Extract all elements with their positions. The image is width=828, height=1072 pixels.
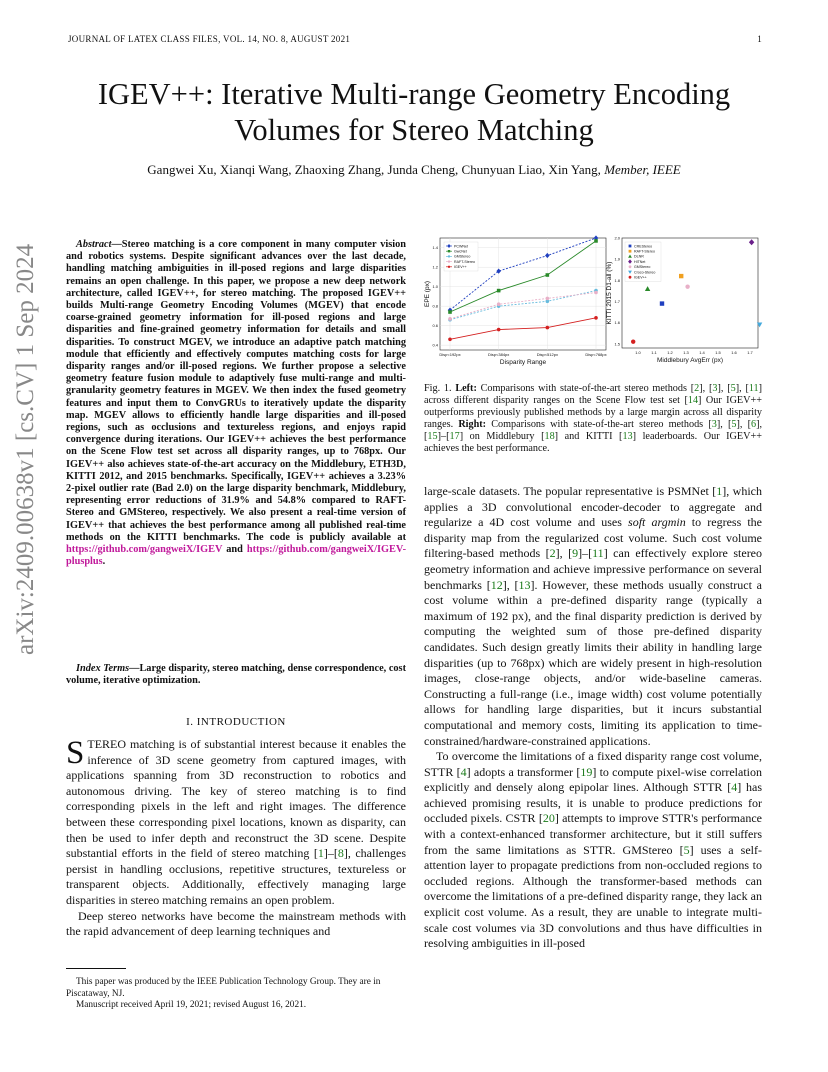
- y-tick-label: 1.8: [614, 277, 620, 283]
- abstract-end: .: [102, 556, 106, 568]
- body-text: large-scale datasets. The popular representative is PSMNet: [424, 484, 713, 498]
- legend-label: CREStereo: [634, 244, 653, 249]
- data-point: [448, 337, 452, 341]
- footnote-line-2: Manuscript received April 19, 2021; revised August 16, 2021.: [76, 1000, 307, 1010]
- code-link-igev[interactable]: https://github.com/gangweiX/IGEV: [66, 544, 223, 556]
- legend-marker: [629, 245, 632, 248]
- data-point: [497, 289, 501, 293]
- figure-caption: Fig. 1. Left: Comparisons with state-of-the-art stereo methods [ 2 ] , [ 3 ] , [ 5 ] , [ 11 ] across different disparity ranges on the Scene Flow test set [ 14 ] Our IGEV++ outperforms previously published methods by a large margin across all disparity ranges. Right: Comparisons with state-of-the-art stereo methods [ 3 ] , [ 5 ] , [ 6 ] , [ 15 ] –[ 17 ] on Middlebury [ 18 ] and KITTI [ 13 ] leaderboards. Our IGEV++ achieves the best performance.: [424, 383, 762, 455]
- data-point: [679, 274, 683, 278]
- data-point: [685, 284, 689, 288]
- y-tick-label: 1.9: [614, 256, 620, 262]
- citation-link[interactable]: [ 3 ]: [708, 419, 720, 430]
- y-tick-label: 0.8: [432, 303, 438, 309]
- abstract-label: Abstract: [76, 239, 112, 250]
- legend-marker: [629, 250, 632, 253]
- legend-label: Croco-Stereo: [634, 270, 656, 275]
- x-tick-label: Disp<768px: [585, 352, 607, 357]
- citation-link[interactable]: [ 17 ]: [446, 431, 463, 442]
- y-axis-label: KITTI 2015 D1-all (%): [606, 261, 613, 325]
- y-tick-label: 1.0: [432, 284, 438, 290]
- caption-text: leaderboards. Our IGEV++ achieves the best performance.: [424, 431, 762, 454]
- caption-text: Comparisons with state-of-the-art stereo methods: [486, 419, 709, 430]
- citation-link[interactable]: [ 8 ]: [334, 846, 348, 860]
- legend-label: GwcNet: [454, 249, 467, 254]
- body-text: To overcome the limitations of a fixed disparity range cost volume, STTR: [424, 749, 762, 779]
- x-axis-label: Disparity Range: [499, 359, 547, 366]
- abstract-text: —Stereo matching is a core component in many computer vision and robotics systems. Despite significant advances over the last decade, handling matching ambiguities in ill-posed regions and large disparities remains an open challenge. In this paper, we propose a new deep network architecture, called IGEV++, for stereo matching. The proposed IGEV++ builds Multi-range Geometry Encoding Volumes (MGEV) that encode coarse-grained geometry information for ill-posed regions and large disparities and fine-grained geometry information for details and small disparities. To construct MGEV, we introduce an adaptive patch matching module that efficiently and effectively computes matching costs for large disparity ranges and/or ill-posed regions. We further propose a selective geometry feature fusion module to adaptively fuse multi-range and multi-granularity geometry features in MGEV. We then index the fused geometry features and input them to ConvGRUs to iteratively update the disparity map. MGEV allows to efficiently handle large disparities and ill-posed regions, such as occlusions and textureless regions, and enjoys rapid convergence during iterations. Our IGEV++ achieves the best performance on the Scene Flow test set across all disparity ranges, up to 768px. Our IGEV++ also achieves state-of-the-art accuracy on the Middlebury, ETH3D, KITTI 2012, and 2015 benchmarks. Specifically, IGEV++ achieves a 3.23% 2-pixel outlier rate (Bad 2.0) on the large disparity benchmark, Middlebury, representing error reductions of 31.9% and 54.8% compared to RAFT-Stereo and GMStereo, respectively. We also present a real-time version of IGEV++ that achieves the best performance among all published real-time methods on the KITTI benchmarks. The code is publicly available at: [66, 239, 406, 543]
- abstract-and: and: [222, 544, 247, 556]
- legend-label: DLNR: [634, 254, 644, 259]
- y-tick-label: 1.2: [432, 264, 438, 270]
- data-point: [594, 291, 598, 295]
- x-axis-label: Middlebury AvgErr (px): [657, 357, 723, 364]
- fig-label: Fig. 1.: [424, 383, 452, 394]
- body-text: can effectively explore stereo geometry information and achieve impressive performance on several benchmarks: [424, 546, 763, 592]
- x-tick-label: 1.2: [667, 350, 673, 355]
- legend-label: IGEV++: [454, 265, 467, 270]
- citation-link[interactable]: [ 12 ]: [487, 578, 507, 592]
- legend-label: HITNet: [634, 259, 646, 264]
- scatter-chart-kitti-middlebury: [606, 236, 762, 365]
- x-tick-label: 1.1: [651, 350, 657, 355]
- code-link-igev-plusplus[interactable]: https://github.com/gangweiX/IGEV-plusplus: [66, 544, 406, 568]
- body-text: adopts a transformer: [470, 764, 577, 779]
- citation-link[interactable]: [ 4 ]: [727, 780, 741, 794]
- citation-link[interactable]: [ 19 ]: [576, 765, 596, 779]
- citation-link[interactable]: [ 5 ]: [727, 383, 739, 394]
- citation-link[interactable]: [ 18 ]: [541, 431, 558, 442]
- legend-label: IGEV++: [634, 275, 647, 280]
- page-number: 1: [757, 34, 762, 44]
- legend-label: PCWNet: [454, 244, 468, 249]
- right-column-text: large-scale datasets. The popular representative is PSMNet [ 1 ] , which applies a 3D convolutional encoder-decoder to aggregate and regularize a 4D cost volume and uses soft argmin to regress the disparity map from the regularized cost volume. Such cost volume filtering-based methods [ 2 ] , [ 9 ] –[ 11 ] can effectively explore stereo geometry information and achieve impressive performance on several benchmarks [ 12 ] , [ 13 ] . However, these methods usually construct a cost volume within a pre-defined disparity range (typically a maximum of 192 px), and the final disparity prediction is derived by computing the weighted sum of those pre-defined disparity candidates. Such design greatly limits their ability in handling large disparities (up to 768px) which are widely present in high-resolution images, close-range objects, and/or wide-baseline cameras. Constructing a full-range (i.e., image width) cost volume potentially allows for handling large disparities, but it incurs substantial computational and memory costs, limiting its application to time-constrained/hardware-constrained applications. To overcome the limitations of a fixed disparity range cost volume, STTR [ 4 ] adopts a transformer [ 19 ] to compute pixel-wise correlation explicitly and densely along epipolar lines. Although STTR [ 4 ] has achieved promising results, it is unable to produce predictions for occluded pixels. CSTR [ 20 ] attempts to improve STTR's performance with a context-enhanced transformer architecture, but it still suffers from the same limitations as STTR. GMStereo [ 5 ] uses a self-attention layer to propagate predictions from non-occluded regions to occluded regions. Although the transformer-based methods can overcome the limitations of a pre-defined disparity range, they lack an explicit cost volume. As a result, they are unable to integrate multi-scale cost volumes via 3D convolutions and thus have difficulties in resolving ambiguities in ill-posed: [424, 484, 762, 952]
- data-point: [594, 316, 598, 320]
- journal-header: JOURNAL OF LATEX CLASS FILES, VOL. 14, NO. 8, AUGUST 2021: [68, 34, 351, 44]
- y-axis-label: EPE (px): [424, 280, 431, 308]
- caption-text: and KITTI: [558, 431, 620, 442]
- citation-link[interactable]: [ 11 ]: [745, 383, 762, 394]
- legend-marker: [629, 276, 632, 279]
- x-tick-label: 1.4: [699, 350, 705, 355]
- legend-marker: [448, 250, 450, 252]
- legend-label: GMStereo: [454, 254, 471, 259]
- caption-text: across different disparity ranges on the Scene Flow test set: [424, 395, 685, 406]
- index-terms: [66, 663, 406, 687]
- x-tick-label: 1.6: [731, 350, 737, 355]
- citation-link[interactable]: [ 2 ]: [546, 546, 560, 560]
- title-line-1: IGEV++: Iterative Multi-range Geometry Encoding: [97, 77, 731, 111]
- footnote: [66, 977, 406, 1012]
- drop-cap: S: [66, 735, 85, 771]
- section-heading: I. INTRODUCTION: [186, 716, 286, 728]
- line-chart-epe: [424, 235, 607, 366]
- citation-link[interactable]: [ 14 ]: [684, 395, 701, 406]
- authors-member: Member, IEEE: [604, 162, 681, 177]
- author-list: [60, 162, 768, 178]
- arxiv-stamp-text: arXiv:2409.00638v1 [cs.CV] 1 Sep 2024: [12, 243, 39, 655]
- body-text: , which applies a 3D convolutional encoder-decoder to aggregate and regularize a 4D cost volume and uses: [424, 484, 763, 530]
- body-text: to regress the disparity map from the regularized cost volume. Such cost volume filtering-based methods: [424, 515, 763, 561]
- legend-label: GMStereo: [634, 265, 651, 270]
- caption-left-label: Left:: [455, 383, 477, 394]
- index-terms-text: —Large disparity, stereo matching, dense correspondence, cost volume, iterative optimization.: [66, 663, 406, 687]
- citation-link[interactable]: [ 20 ]: [539, 811, 559, 825]
- x-tick-label: 1.0: [635, 350, 641, 355]
- soft-argmin: soft argmin: [628, 515, 686, 530]
- y-tick-label: 0.4: [432, 342, 438, 348]
- citation-link[interactable]: [ 5 ]: [728, 419, 740, 430]
- intro-p1-start: TEREO matching is of substantial interest because it enables the inference of 3D scene geometry from captured images, with applications spanning from 3D reconstruction to robotics and autonomous driving. The key of stereo matching is to find corresponding pixels in the left and right images. The difference between these corresponding pixel locations, known as disparity, can then be used to infer depth and reconstruct the 3D scene. Despite substantial efforts in the field of stereo matching: [66, 737, 406, 861]
- running-header: [68, 34, 762, 44]
- y-tick-label: 1.5: [614, 341, 620, 347]
- x-tick-label: 1.5: [715, 350, 721, 355]
- body-text: to compute pixel-wise correlation explicitly and densely along epipolar lines. Although STTR: [424, 764, 762, 795]
- x-tick-label: Disp<192px: [439, 352, 461, 357]
- x-tick-label: Disp<384px: [488, 352, 510, 357]
- data-point: [546, 273, 550, 277]
- legend-marker: [448, 255, 450, 257]
- citation-link[interactable]: [ 15 ]: [424, 431, 441, 442]
- caption-right-label: Right:: [458, 419, 487, 430]
- data-point: [448, 317, 452, 321]
- citation-link[interactable]: [ 13 ]: [515, 578, 535, 592]
- data-point: [660, 301, 664, 305]
- citation-link[interactable]: [ 3 ]: [709, 383, 721, 394]
- body-text: attempts to improve STTR's performance with a context-enhanced transformer architecture, but it still suffers from the same limitations as STTR. GMStereo: [424, 811, 762, 857]
- data-point: [497, 328, 501, 332]
- data-point: [448, 310, 452, 314]
- x-tick-label: 1.7: [747, 350, 753, 355]
- y-tick-label: 1.4: [432, 245, 438, 251]
- citation-link[interactable]: [ 1 ]: [712, 484, 726, 498]
- y-tick-label: 1.6: [614, 320, 620, 326]
- title-line-2: Volumes for Stereo Matching: [234, 113, 594, 147]
- y-tick-label: 0.6: [432, 323, 438, 329]
- caption-text: Comparisons with state-of-the-art stereo methods: [476, 383, 691, 394]
- index-terms-label: Index Terms: [76, 663, 130, 674]
- authors-names: Gangwei Xu, Xianqi Wang, Zhaoxing Zhang, Junda Cheng, Chunyuan Liao, Xin Yang,: [147, 162, 601, 177]
- citation-link[interactable]: [ 1 ]: [314, 846, 328, 860]
- legend-label: RAFT-Stereo: [634, 249, 655, 254]
- citation-link[interactable]: [ 2 ]: [691, 383, 703, 394]
- citation-link[interactable]: [ 6 ]: [748, 419, 760, 430]
- citation-dash: –: [327, 846, 334, 861]
- caption-text: Our IGEV++ outperforms previously published methods by a large margin across all disparity ranges.: [424, 395, 762, 430]
- citation-link[interactable]: [ 9 ]: [568, 546, 582, 560]
- body-text: uses a self-attention layer to propagate predictions from non-occluded regions to occluded regions. Although the transformer-based methods can overcome the limitations of a pre-defined disparity range, they lack an explicit cost volume. As a result, they are unable to integrate multi-scale cost volumes via 3D convolutions and thus have difficulties in resolving ambiguities in ill-posed: [424, 842, 762, 951]
- abstract: [66, 239, 406, 568]
- y-tick-label: 2.0: [614, 235, 620, 241]
- caption-text: on Middlebury: [463, 431, 542, 442]
- data-point: [546, 297, 550, 301]
- paper-title: [60, 76, 768, 148]
- citation-link[interactable]: [ 13 ]: [619, 431, 636, 442]
- x-tick-label: Disp<512px: [536, 352, 558, 357]
- legend-label: RAFT-Stereo: [454, 259, 475, 264]
- citation-link[interactable]: [ 11 ]: [588, 546, 608, 560]
- intro-p1-end: , challenges persist in handling occlusions, repetitive structures, textureless or transparent objects. Additionally, effectively managing large disparities in stereo matching remains an open problem.: [66, 846, 406, 907]
- citation-link[interactable]: [ 5 ]: [680, 843, 694, 857]
- figure-1: [422, 234, 762, 372]
- data-point: [497, 302, 501, 306]
- body-text: has achieved promising results, it is unable to produce predictions for occluded pixels. CSTR: [424, 780, 762, 826]
- data-point: [631, 339, 635, 343]
- footnote-line-1: This paper was produced by the IEEE Publication Technology Group. They are in Piscataway, NJ.: [66, 977, 381, 999]
- data-point: [546, 326, 550, 330]
- introduction-text: [66, 737, 406, 940]
- footnote-rule: [66, 968, 126, 969]
- data-point: [594, 239, 598, 243]
- body-text: . However, these methods usually construct a cost volume within a pre-defined disparity range (typically a maximum of 192 px), and the final disparity prediction is derived by computing the weighted sum of those pre-defined disparity candidates. Such design greatly limits their ability in handling large disparities (up to 768px) which are widely present in high-resolution images, close-range objects, and/or wide-baseline cameras. Constructing a full-range (i.e., image width) cost volume potentially allows for handling large disparities, but it incurs substantial computational and memory costs, limiting its application to time-constrained/hardware-constrained applications.: [424, 577, 763, 748]
- legend-marker: [448, 260, 450, 262]
- legend-marker: [448, 266, 450, 268]
- y-tick-label: 1.7: [614, 298, 620, 304]
- intro-p2: Deep stereo networks have become the mainstream methods with the rapid advancement of deep learning techniques and: [66, 908, 406, 939]
- citation-link[interactable]: [ 4 ]: [457, 765, 471, 779]
- legend-marker: [629, 265, 632, 268]
- x-tick-label: 1.3: [683, 350, 689, 355]
